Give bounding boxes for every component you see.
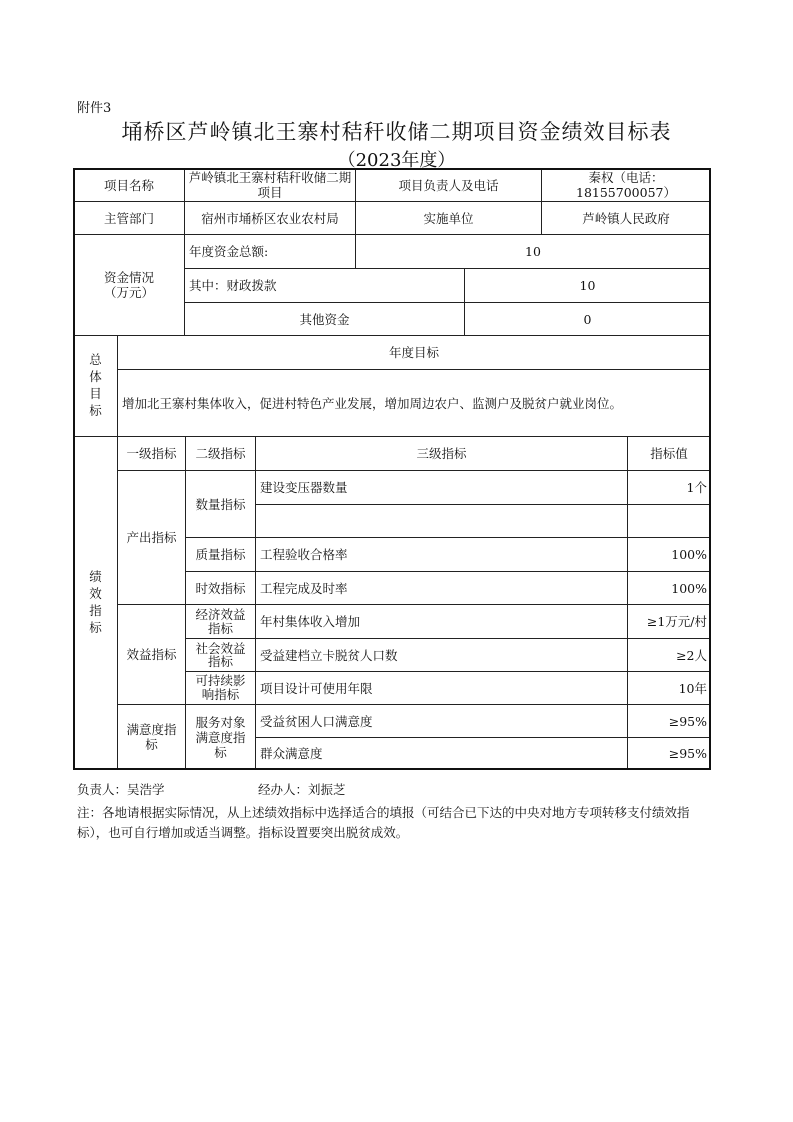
funds-fiscal-value: 10 bbox=[464, 268, 711, 303]
quality-indicator-label: 质量指标 bbox=[185, 537, 256, 572]
header-level2: 二级指标 bbox=[185, 436, 256, 471]
annual-goal-label: 年度目标 bbox=[117, 335, 711, 370]
social-item-name: 受益建档立卡脱贫人口数 bbox=[255, 638, 628, 672]
quantity-item-2-name bbox=[255, 504, 628, 538]
social-indicator-label: 社会效益指标 bbox=[185, 638, 256, 672]
funds-fiscal-label: 其中：财政拨款 bbox=[184, 268, 465, 303]
time-item-value: 100% bbox=[627, 571, 711, 605]
impl-label: 实施单位 bbox=[355, 201, 542, 235]
responsible-person: 负责人：吴浩学 bbox=[77, 782, 165, 797]
quantity-item-1-value: 1个 bbox=[627, 470, 711, 505]
project-leader-label: 项目负责人及电话 bbox=[355, 168, 542, 202]
project-leader-value: 秦权（电话：18155700057） bbox=[541, 168, 711, 202]
funds-other-label: 其他资金 bbox=[184, 302, 465, 336]
performance-table bbox=[73, 168, 711, 770]
quality-item-value: 100% bbox=[627, 537, 711, 572]
quantity-item-1-name: 建设变压器数量 bbox=[255, 470, 628, 505]
sustain-item-value: 10年 bbox=[627, 671, 711, 705]
quality-item-name: 工程验收合格率 bbox=[255, 537, 628, 572]
footnote: 注：各地请根据实际情况，从上述绩效指标中选择适合的填报（可结合已下达的中央对地方专项转移支付绩效指标），也可自行增加或适当调整。指标设置要突出脱贫成效。 bbox=[77, 805, 690, 840]
funds-total-value: 10 bbox=[355, 234, 711, 269]
satisfaction-item-1-name: 受益贫困人口满意度 bbox=[255, 704, 628, 738]
quantity-item-2-value bbox=[627, 504, 711, 538]
service-satisfaction-label: 服务对象满意度指标 bbox=[185, 704, 256, 770]
time-indicator-label: 时效指标 bbox=[185, 571, 256, 605]
funds-total-label: 年度资金总额: bbox=[184, 234, 356, 269]
satisfaction-item-2-name: 群众满意度 bbox=[255, 737, 628, 770]
performance-label: 绩 效 指 标 bbox=[73, 436, 118, 770]
social-item-value: ≥2人 bbox=[627, 638, 711, 672]
attachment-label: 附件3 bbox=[77, 101, 112, 116]
output-indicator-label: 产出指标 bbox=[117, 470, 186, 605]
handler-person: 经办人：刘振芝 bbox=[258, 782, 346, 797]
impl-value: 芦岭镇人民政府 bbox=[541, 201, 711, 235]
satisfaction-item-1-value: ≥95% bbox=[627, 704, 711, 738]
project-name-label: 项目名称 bbox=[73, 168, 185, 202]
annual-goal-text: 增加北王寨村集体收入，促进村特色产业发展，增加周边农户、监测户及脱贫户就业岗位。 bbox=[117, 369, 711, 437]
header-level3: 三级指标 bbox=[255, 436, 628, 471]
benefit-indicator-label: 效益指标 bbox=[117, 604, 186, 705]
funds-label: 资金情况（万元） bbox=[73, 234, 185, 336]
page-subtitle: （2023年度） bbox=[337, 150, 456, 171]
quantity-indicator-label: 数量指标 bbox=[185, 470, 256, 538]
sustain-item-name: 项目设计可使用年限 bbox=[255, 671, 628, 705]
header-level1: 一级指标 bbox=[117, 436, 186, 471]
time-item-name: 工程完成及时率 bbox=[255, 571, 628, 605]
satisfaction-item-2-value: ≥95% bbox=[627, 737, 711, 770]
economic-indicator-label: 经济效益指标 bbox=[185, 604, 256, 639]
funds-other-value: 0 bbox=[464, 302, 711, 336]
project-name-value: 芦岭镇北王寨村秸秆收储二期项目 bbox=[184, 168, 356, 202]
dept-label: 主管部门 bbox=[73, 201, 185, 235]
economic-item-value: ≥1万元/村 bbox=[627, 604, 711, 639]
satisfaction-indicator-label: 满意度指标 bbox=[117, 704, 186, 770]
sustain-indicator-label: 可持续影响指标 bbox=[185, 671, 256, 705]
page-title: 埇桥区芦岭镇北王寨村秸秆收储二期项目资金绩效目标表 bbox=[121, 120, 672, 144]
overall-goal-label: 总 体 目 标 bbox=[73, 335, 118, 437]
dept-value: 宿州市埇桥区农业农村局 bbox=[184, 201, 356, 235]
header-value: 指标值 bbox=[627, 436, 711, 471]
economic-item-name: 年村集体收入增加 bbox=[255, 604, 628, 639]
